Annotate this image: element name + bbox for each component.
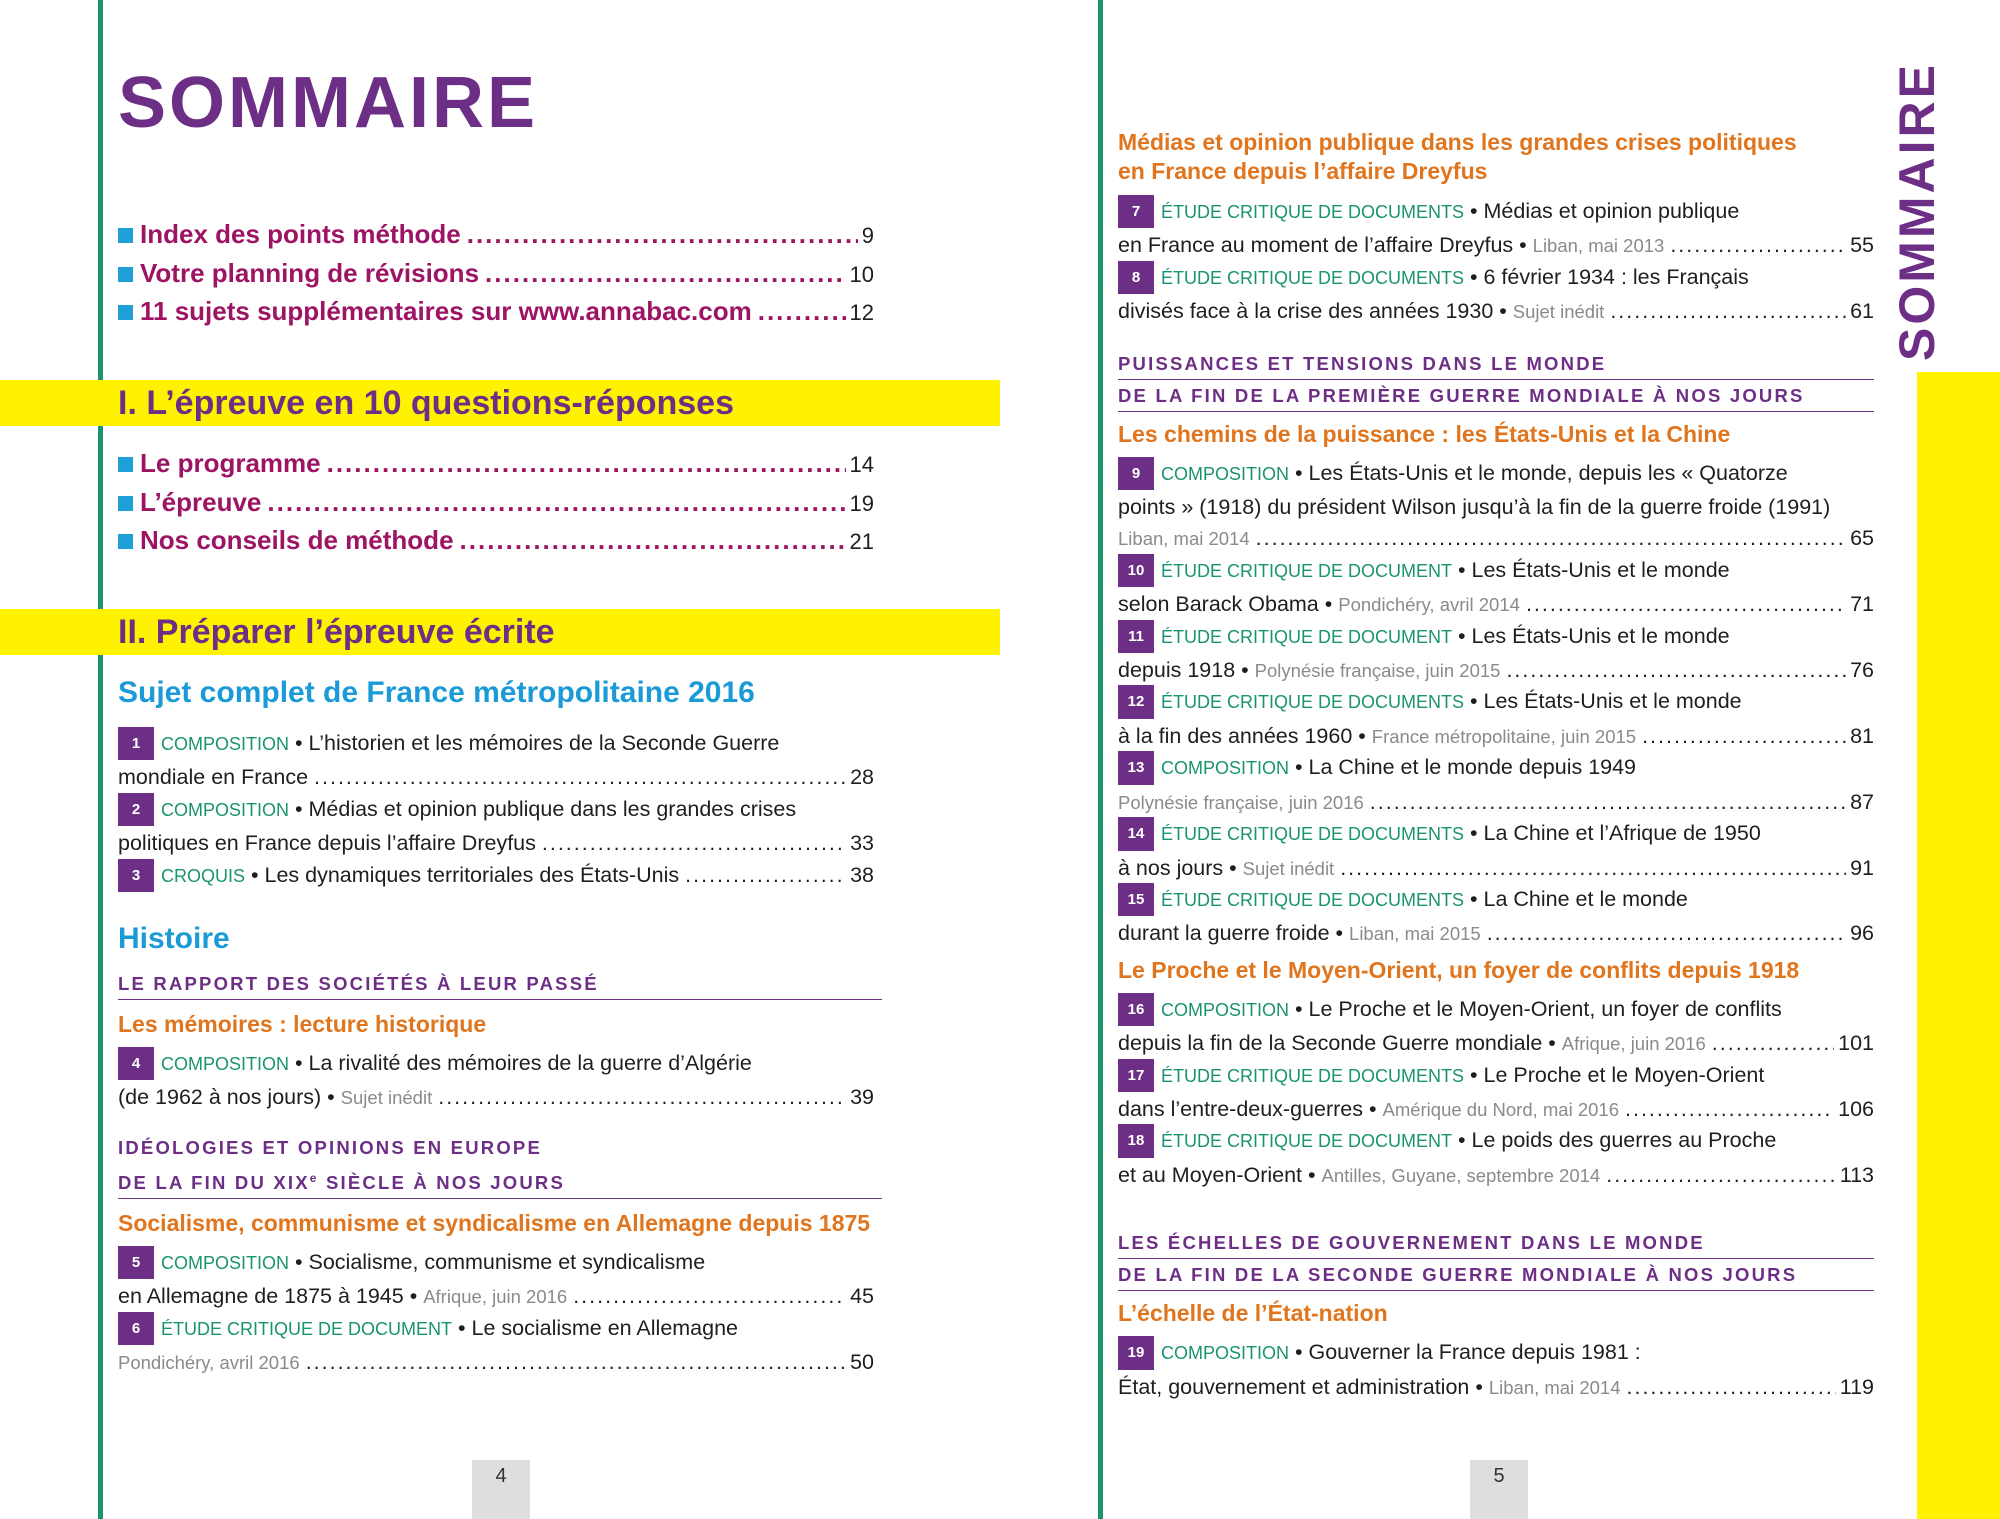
- page-number: 5: [1470, 1460, 1528, 1519]
- subject-entry[interactable]: 1 COMPOSITION • L’historien et les mémoires de la Seconde Guerre mondiale en France ..... 28: [118, 728, 874, 794]
- subject-entry[interactable]: 6 ÉTUDE CRITIQUE DE DOCUMENT • Le socialisme en Allemagne Pondichéry, avril 2016 ..... 50: [118, 1313, 874, 1379]
- subject-entry[interactable]: 13 COMPOSITION • La Chine et le monde depuis 1949 Polynésie française, juin 2016 ..... 87: [1118, 752, 1874, 818]
- subject-entry[interactable]: 18 ÉTUDE CRITIQUE DE DOCUMENT • Le poids des guerres au Proche et au Moyen-Orient • Antilles, Guyane, septembre 2014 ..... 113: [1118, 1125, 1874, 1191]
- histoire-section: [118, 922, 882, 1379]
- category-heading: DE LA FIN DE LA PREMIÈRE GUERRE MONDIALE À NOS JOURS: [1118, 380, 1874, 412]
- toc-entry[interactable]: Le programme ..... 14: [118, 448, 874, 487]
- theme-heading: Socialisme, communisme et syndicalisme en Allemagne depuis 1875: [118, 1209, 871, 1236]
- category-heading: DE LA FIN DU XIXe SIÈCLE À NOS JOURS: [118, 1163, 882, 1199]
- subject-entry[interactable]: 15 ÉTUDE CRITIQUE DE DOCUMENTS • La Chine et le monde durant la guerre froide • Liban, mai 2015 ..... 96: [1118, 884, 1874, 950]
- square-bullet-icon: [118, 534, 133, 549]
- section-title: Histoire: [118, 922, 230, 955]
- left-margin-rule: [98, 0, 103, 1519]
- square-bullet-icon: [118, 457, 133, 472]
- toc-entry[interactable]: L’épreuve ..... 19: [118, 487, 874, 526]
- subject-entry[interactable]: 10 ÉTUDE CRITIQUE DE DOCUMENT • Les États-Unis et le monde selon Barack Obama • Pondichéry, avril 2014 ..... 71: [1118, 555, 1874, 621]
- category-heading: LES ÉCHELLES DE GOUVERNEMENT DANS LE MONDE: [1118, 1227, 1874, 1259]
- category-heading: PUISSANCES ET TENSIONS DANS LE MONDE: [1118, 348, 1874, 380]
- subject-entry[interactable]: 16 COMPOSITION • Le Proche et le Moyen-Orient, un foyer de conflits depuis la fin de la Seconde Guerre mondiale • Afrique, juin 2016 ..... 101: [1118, 994, 1874, 1060]
- toc-entry[interactable]: Votre planning de révisions ..... 10: [118, 258, 874, 297]
- sujet-complet-section: [118, 676, 874, 894]
- page-number: 4: [472, 1460, 530, 1519]
- subject-entry[interactable]: 9 COMPOSITION • Les États-Unis et le monde, depuis les « Quatorze points » (1918) du président Wilson jusqu’à la fin de la guerre froide (1991) Liban, mai 2014 ..... 65: [1118, 458, 1874, 555]
- subject-entry[interactable]: 12 ÉTUDE CRITIQUE DE DOCUMENTS • Les États-Unis et le monde à la fin des années 1960 • France métropolitaine, juin 2015 ..... 81: [1118, 686, 1874, 752]
- theme-heading: Les mémoires : lecture historique: [118, 1011, 487, 1037]
- subject-entry[interactable]: 2 COMPOSITION • Médias et opinion publique dans les grandes crises politiques en France depuis l’affaire Dreyfus ..... 33: [118, 794, 874, 860]
- theme-heading: Les chemins de la puissance : les États-Unis et la Chine: [1118, 420, 1731, 447]
- section-title: Sujet complet de France métropolitaine 2016: [118, 676, 755, 709]
- right-content: [1118, 128, 1874, 1403]
- square-bullet-icon: [118, 228, 133, 243]
- category-heading: LE RAPPORT DES SOCIÉTÉS À LEUR PASSÉ: [118, 968, 882, 1000]
- toc-entry[interactable]: 11 sujets supplémentaires sur www.annabac.com ..... 12: [118, 296, 874, 335]
- subject-entry[interactable]: 4 COMPOSITION • La rivalité des mémoires de la guerre d’Algérie (de 1962 à nos jours) • Sujet inédit ..... 39: [118, 1048, 874, 1114]
- subject-entry[interactable]: 17 ÉTUDE CRITIQUE DE DOCUMENTS • Le Proche et le Moyen-Orient dans l’entre-deux-guerres • Amérique du Nord, mai 2016 ..... 106: [1118, 1060, 1874, 1126]
- category-heading: IDÉOLOGIES ET OPINIONS EN EUROPE: [118, 1136, 543, 1158]
- theme-heading: L’échelle de l’État-nation: [1118, 1300, 1388, 1327]
- side-title: SOMMAIRE: [1889, 62, 1945, 361]
- part-heading-2: II. Préparer l’épreuve écrite: [0, 609, 1000, 655]
- subject-entry[interactable]: 14 ÉTUDE CRITIQUE DE DOCUMENTS • La Chine et l’Afrique de 1950 à nos jours • Sujet inédit ..... 91: [1118, 818, 1874, 884]
- subject-entry[interactable]: 8 ÉTUDE CRITIQUE DE DOCUMENTS • 6 février 1934 : les Français divisés face à la crise des années 1930 • Sujet inédit ..... 61: [1118, 262, 1874, 328]
- right-page: [1000, 0, 2000, 1519]
- side-yellow-band: [1917, 372, 2000, 1519]
- part1-toc: [118, 448, 874, 564]
- page-title: SOMMAIRE: [118, 63, 538, 143]
- subject-entry[interactable]: 3 CROQUIS • Les dynamiques territoriales des États-Unis ..... 38: [118, 860, 874, 894]
- right-margin-rule: [1098, 0, 1103, 1519]
- square-bullet-icon: [118, 305, 133, 320]
- subject-entry[interactable]: 19 COMPOSITION • Gouverner la France depuis 1981 : État, gouvernement et administration • Liban, mai 2014 ..... 119: [1118, 1337, 1874, 1403]
- subject-entry[interactable]: 7 ÉTUDE CRITIQUE DE DOCUMENTS • Médias et opinion publique en France au moment de l’affaire Dreyfus • Liban, mai 2013 ..... 55: [1118, 196, 1874, 262]
- theme-heading: Le Proche et le Moyen-Orient, un foyer de conflits depuis 1918: [1118, 956, 1800, 983]
- subject-entry[interactable]: 11 ÉTUDE CRITIQUE DE DOCUMENT • Les États-Unis et le monde depuis 1918 • Polynésie française, juin 2015 ..... 76: [1118, 621, 1874, 687]
- toc-entry[interactable]: Nos conseils de méthode ..... 21: [118, 525, 874, 564]
- theme-heading: Médias et opinion publique dans les grandes crises politiques en France depuis l’affaire Dreyfus: [1118, 129, 1797, 184]
- subject-entry[interactable]: 5 COMPOSITION • Socialisme, communisme et syndicalisme en Allemagne de 1875 à 1945 • Afrique, juin 2016 ..... 45: [118, 1247, 874, 1313]
- square-bullet-icon: [118, 496, 133, 511]
- part-heading-1: I. L’épreuve en 10 questions-réponses: [0, 380, 1000, 426]
- intro-toc: [118, 219, 874, 335]
- square-bullet-icon: [118, 267, 133, 282]
- category-heading: DE LA FIN DE LA SECONDE GUERRE MONDIALE À NOS JOURS: [1118, 1259, 1874, 1291]
- toc-entry[interactable]: Index des points méthode ..... 9: [118, 219, 874, 258]
